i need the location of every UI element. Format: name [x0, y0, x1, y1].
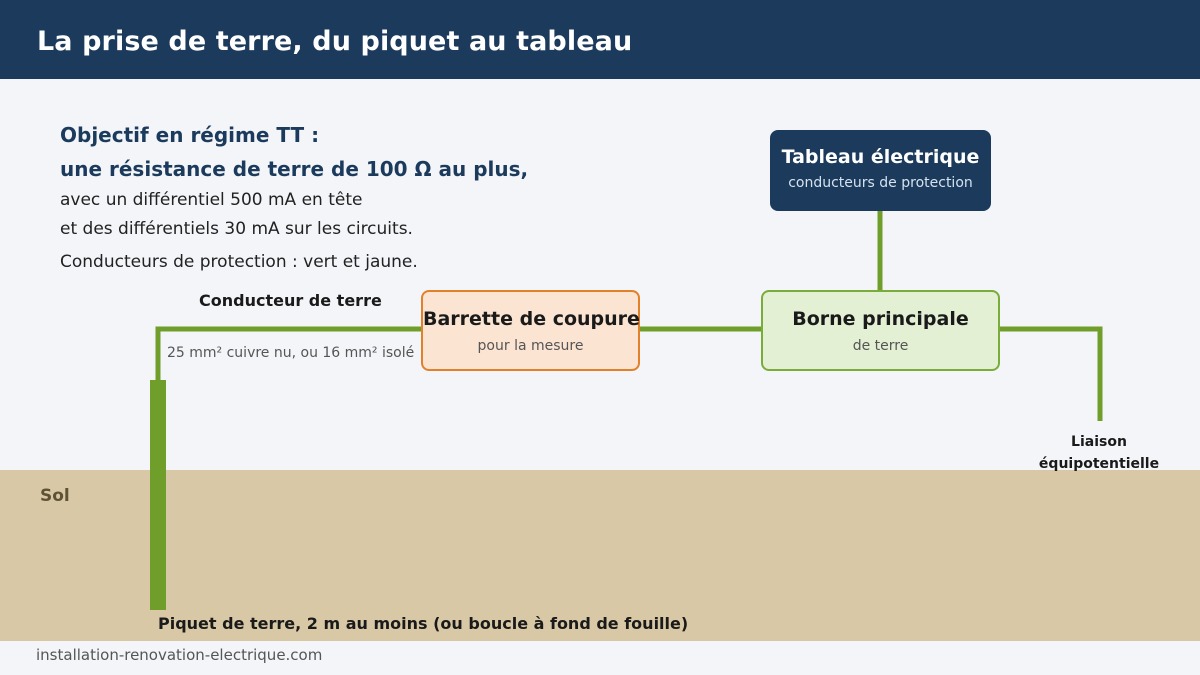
objective-line-1: Objectif en régime TT : — [60, 123, 320, 147]
ground-label: Sol — [40, 486, 70, 506]
note-differential-circuits: et des différentiels 30 mA sur les circuits. — [60, 219, 413, 239]
earth-conductor-label: Conducteur de terre — [199, 291, 382, 310]
borne-principale-box — [761, 290, 1000, 371]
earth-rod-shape — [150, 380, 166, 610]
tableau-title: Tableau électrique — [781, 146, 980, 168]
footer-site-credit: installation-renovation-electrique.com — [36, 646, 323, 664]
objective-line-2: une résistance de terre de 100 Ω au plus, — [60, 157, 529, 181]
objective-heading — [60, 118, 528, 186]
barrette-title: Barrette de coupure — [423, 308, 640, 330]
equipotential-bonding-wire — [1000, 329, 1100, 421]
barrette-coupure-box — [421, 290, 640, 371]
earth-conductor-section-label: 25 mm² cuivre nu, ou 16 mm² isolé — [167, 345, 415, 361]
note-differential-head: avec un différentiel 500 mA en tête — [60, 190, 363, 210]
barrette-subtitle: pour la mesure — [477, 338, 584, 354]
page-title: La prise de terre, du piquet au tableau — [37, 26, 633, 57]
note-protection-conductors: Conducteurs de protection : vert et jaune. — [60, 252, 418, 272]
equipotential-bonding-label: Liaison équipotentielle — [1038, 434, 1160, 472]
tableau-subtitle: conducteurs de protection — [788, 175, 973, 191]
earth-rod-label: Piquet de terre, 2 m au moins (ou boucle à fond de fouille) — [158, 614, 689, 633]
borne-subtitle: de terre — [852, 338, 909, 354]
tableau-electrique-box — [770, 130, 991, 211]
earth-rod — [150, 380, 166, 610]
borne-title: Borne principale — [792, 308, 969, 330]
